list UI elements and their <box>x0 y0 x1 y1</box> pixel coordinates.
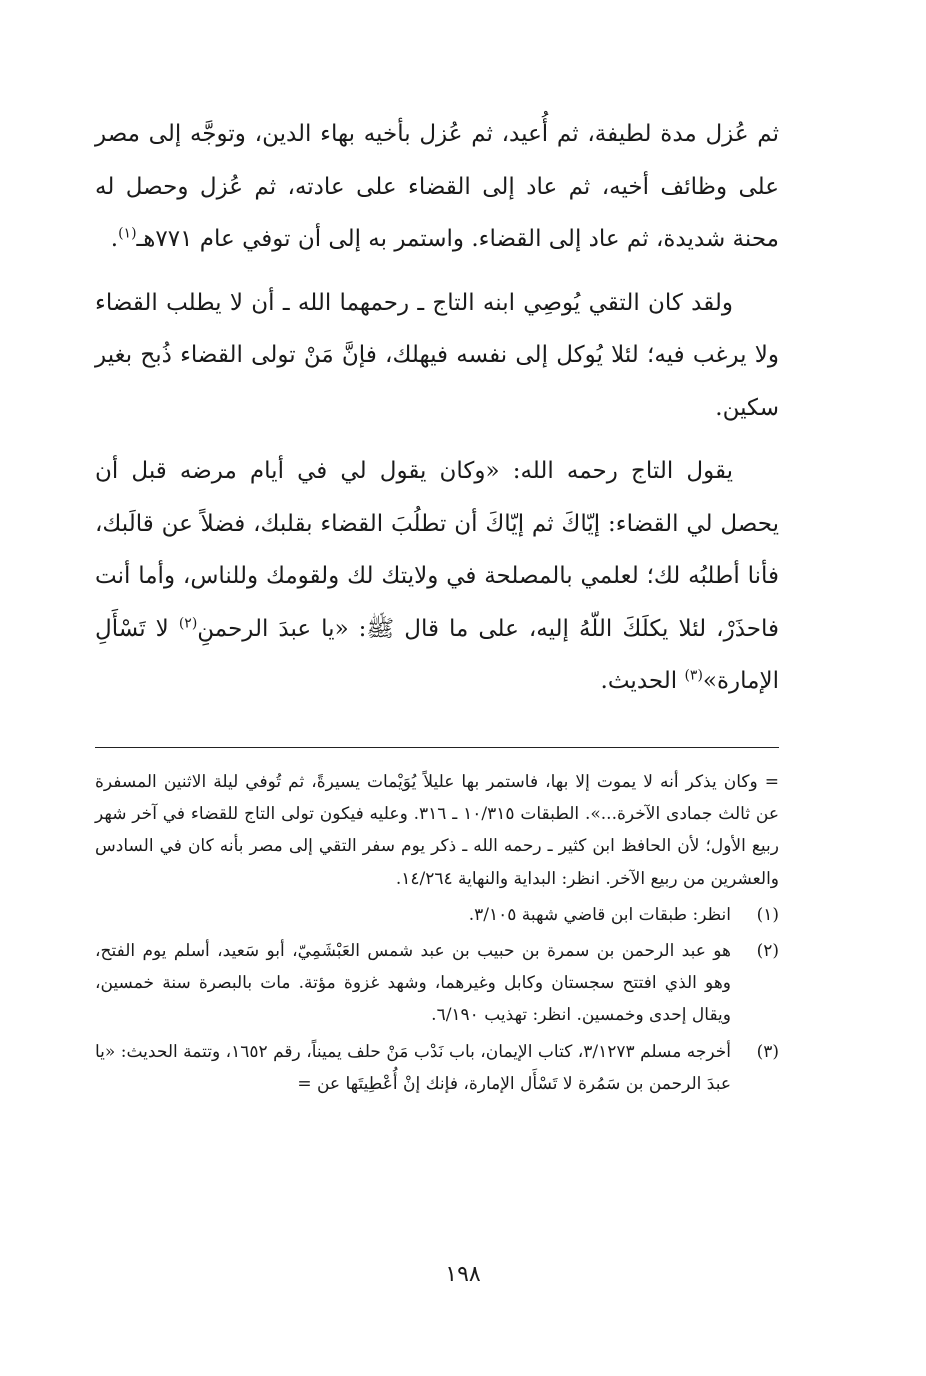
paragraph-3-tail: الحديث. <box>600 668 685 694</box>
footnote-item <box>95 899 779 931</box>
footnote-continuation: = وكان يذكر أنه لا يموت إلا بها، فاستمر بها عليلاً يُوَيْمات يسيرةً، ثم تُوفي ليلة الاثنين المسفرة عن ثالث جمادى الآخرة...». الطبقات ١٠/٣١٥ ـ ٣١٦. وعليه فيكون تولى التاج للقضاء في آخر شهر ربيع الأول؛ لأن الحافظ ابن كثير ـ رحمه الله ـ ذكر يوم سفر التقي إلى مصر بأنه كان في السادس والعشرين من ربيع الآخر. انظر: البداية والنهاية ١٤/٢٦٤. <box>95 772 779 889</box>
footnote-divider <box>95 747 779 748</box>
footnote-text: أخرجه مسلم ٣/١٢٧٣، كتاب الإيمان، باب نَدْب مَنْ حلف يميناً، رقم ١٦٥٢، وتتمة الحديث: «يا عبدَ الرحمن بن سَمُرة لا تَسْأَل الإمارة، فإنك إنْ أُعْطِيتَها عن = <box>95 1041 731 1094</box>
footnote-ref-2: (٢) <box>178 614 198 631</box>
paragraph-2 <box>95 277 779 435</box>
footnote-text: انظر: طبقات ابن قاضي شهبة ٣/١٠٥. <box>468 904 731 925</box>
footnote-item <box>95 935 779 1032</box>
footnote-item <box>95 1036 779 1100</box>
paragraph-3 <box>95 445 779 708</box>
paragraph-2-text: ولقد كان التقي يُوصِي ابنه التاج ـ رحمهما الله ـ أن لا يطلب القضاء ولا يرغب فيه؛ لئلا يُوكل إلى نفسه فيهلك، فإنَّ مَنْ تولى القضاء ذُبح بغير سكين. <box>95 289 779 421</box>
paragraph-3-text-2: لا تَسْأَلِ الإمارة» <box>95 615 779 694</box>
page-number: ١٩٨ <box>445 1262 481 1287</box>
paragraph-1-tail: . <box>110 226 119 252</box>
footnote-text: هو عبد الرحمن بن سمرة بن حبيب بن عبد شمس العَبْشَمِيّ، أبو سَعيد، أسلم يوم الفتح، وهو الذي افتتح سجستان وكابل وغيرهما، وشهد غزوة مؤتة. مات بالبصرة سنة خمسين، ويقال إحدى وخمسين. انظر: تهذيب ٦/١٩٠. <box>95 941 731 1026</box>
footnote-number: (٣) <box>756 1041 779 1062</box>
footnote-number: (١) <box>756 904 779 925</box>
main-text <box>95 108 779 719</box>
footnotes-section <box>95 766 779 1104</box>
paragraph-1 <box>95 108 779 266</box>
paragraph-1-text: ثم عُزل مدة لطيفة، ثم أُعيد، ثم عُزل بأخيه بهاء الدين، وتوجَّه إلى مصر على وظائف أخيه، ثم عاد إلى القضاء على عادته، ثم عُزل وحصل له محنة شديدة، ثم عاد إلى القضاء. واستمر به إلى أن توفي عام ٧٧١هـ <box>95 121 779 252</box>
paragraph-3-text: يقول التاج رحمه الله: «وكان يقول لي في أيام مرضه قبل أن يحصل لي القضاء: إيّاكَ ثم إيّاكَ أن تطلُبَ القضاء بقلبك، فضلاً عن قالَبك، فأنا أطلبُه لك؛ لعلمي بالمصلحة في ولايتك لك ولقومك وللناس، وأما أنت فاحذَرْ، لئلا يكلَكَ اللّهُ إليه، على ما قال ﷺ: «يا عبدَ الرحمنِ <box>95 458 779 642</box>
footnote-ref-3: (٣) <box>684 667 703 684</box>
footnote-ref-1: (١) <box>118 225 137 242</box>
footnote-number: (٢) <box>756 941 779 962</box>
